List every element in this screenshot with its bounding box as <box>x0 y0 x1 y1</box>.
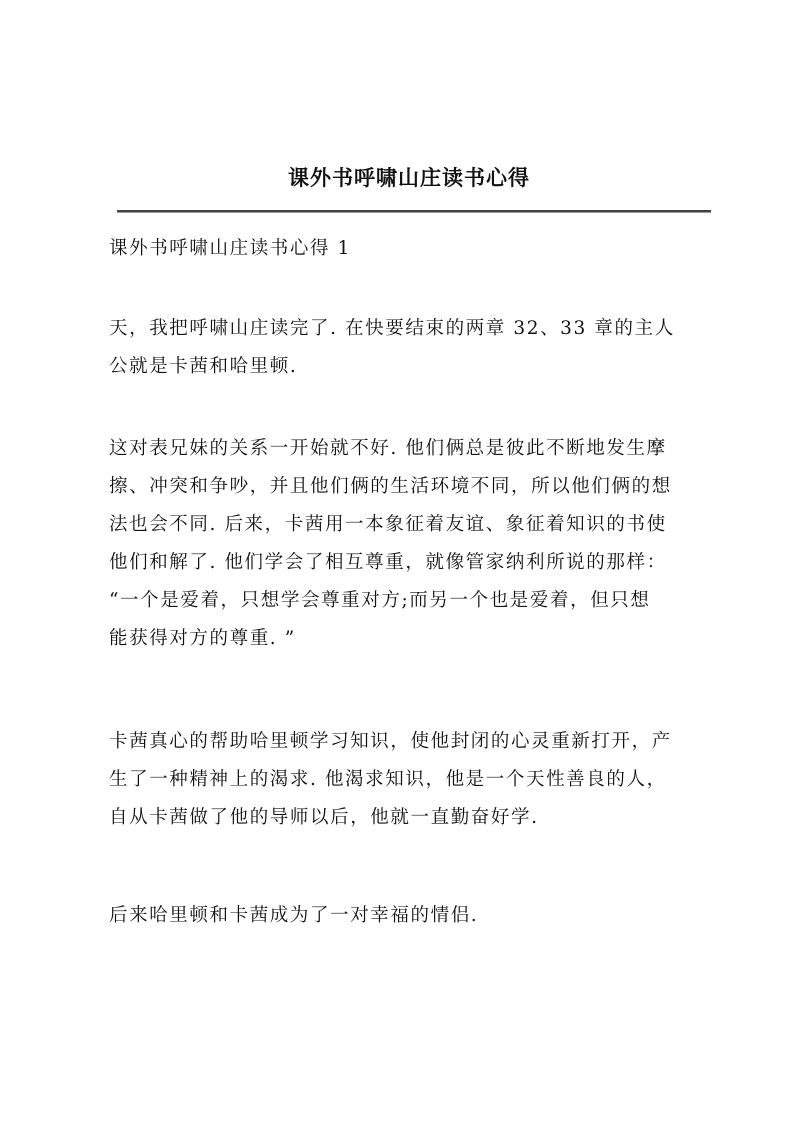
paragraph-line: 生了一种精神上的渴求. 他渴求知识，他是一个天性善良的人， <box>109 769 667 790</box>
paragraph-line: 自从卡茜做了他的导师以后，他就一直勤奋好学. <box>109 807 539 828</box>
paragraph-line: 天，我把呼啸山庄读完了. 在快要结束的两章 32、33 章的主人 <box>109 318 675 339</box>
paragraph-line: 后来哈里顿和卡茜成为了一对幸福的情侣. <box>109 905 479 926</box>
document-title: 课外书呼啸山庄读书心得 <box>288 165 530 190</box>
paragraph-3 <box>109 723 709 837</box>
paragraph-1 <box>109 310 709 386</box>
paragraph-line: 卡茜真心的帮助哈里顿学习知识，使他封闭的心灵重新打开，产 <box>109 731 672 752</box>
paragraph-line: 他们和解了. 他们学会了相互尊重，就像管家纳利所说的那样： <box>109 552 667 573</box>
paragraph-line: 这对表兄妹的关系一开始就不好. 他们俩总是彼此不断地发生摩 <box>109 438 667 459</box>
paragraph-4 <box>109 897 709 935</box>
title-divider <box>117 210 711 213</box>
paragraph-line: 能获得对方的尊重. ” <box>109 628 296 649</box>
paragraph-line: “一个是爱着，只想学会尊重对方;而另一个也是爱着，但只想 <box>109 590 651 611</box>
paragraph-line: 公就是卡茜和哈里顿. <box>109 356 298 377</box>
section-heading: 课外书呼啸山庄读书心得 1 <box>109 238 351 259</box>
paragraph-line: 法也会不同. 后来，卡茜用一本象征着友谊、象征着知识的书使 <box>109 514 667 535</box>
paragraph-line: 擦、冲突和争吵，并且他们俩的生活环境不同，所以他们俩的想 <box>109 476 672 497</box>
paragraph-2 <box>109 430 709 658</box>
